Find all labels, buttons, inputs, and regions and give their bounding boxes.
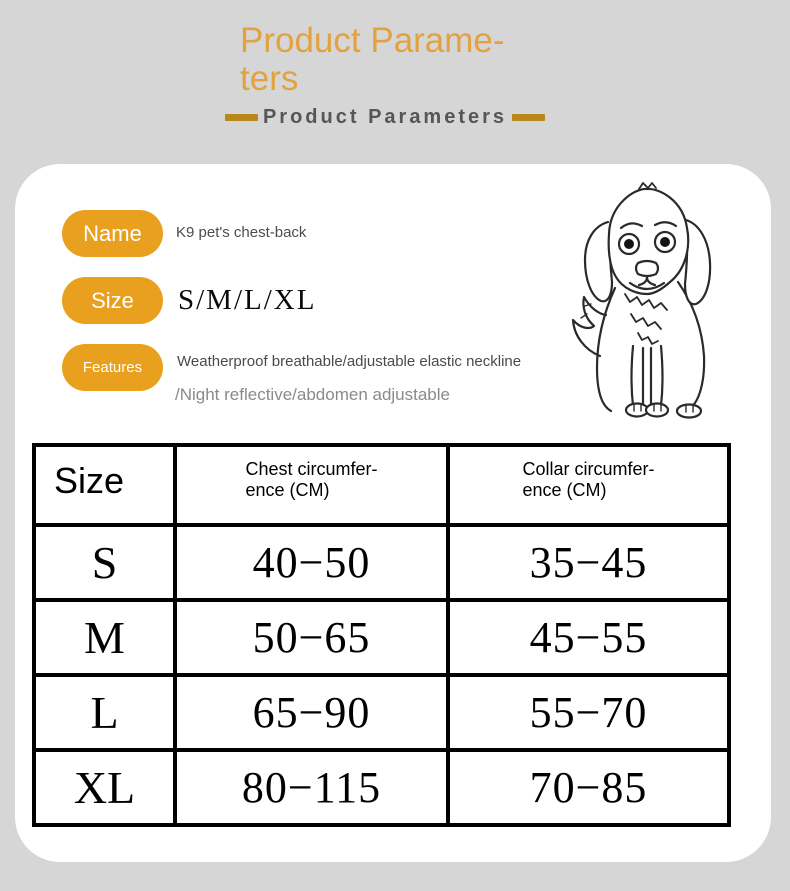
table-header-row: [34, 445, 729, 525]
table-row-xl: [34, 750, 729, 825]
features-badge-label: Features: [82, 359, 143, 376]
section-subtitle: [0, 106, 780, 129]
page-title: [240, 22, 540, 98]
cell-chest: 65−90: [175, 675, 448, 750]
table-row-m: [34, 600, 729, 675]
subtitle-text: Product Parameters: [262, 106, 508, 128]
dash-left-icon: [225, 114, 258, 121]
table-row-l: [34, 675, 729, 750]
features-badge: [62, 344, 163, 391]
size-badge: [62, 277, 163, 324]
puppy-illustration-icon: [563, 178, 733, 430]
spec-card: [15, 164, 771, 862]
size-badge-label: Size: [91, 287, 134, 313]
size-chart-table: [32, 443, 731, 827]
dash-right-icon: [512, 114, 545, 121]
cell-collar: 70−85: [448, 750, 729, 825]
cell-size: M: [34, 600, 175, 675]
header-size: Size: [34, 445, 175, 525]
name-badge: [62, 210, 163, 257]
table-row-s: [34, 525, 729, 600]
cell-collar: 35−45: [448, 525, 729, 600]
header-chest: Chest circumfer- ence (CM): [175, 445, 448, 525]
page-title-line2: ters: [240, 59, 299, 98]
header-collar: Collar circumfer- ence (CM): [448, 445, 729, 525]
cell-size: S: [34, 525, 175, 600]
cell-chest: 50−65: [175, 600, 448, 675]
cell-collar: 45−55: [448, 600, 729, 675]
name-value: K9 pet's chest-back: [176, 224, 307, 241]
page-title-line1: Product Parame-: [240, 21, 505, 60]
features-value-line1: Weatherproof breathable/adjustable elastic neckline: [177, 353, 522, 370]
cell-collar: 55−70: [448, 675, 729, 750]
size-value: S/M/L/XL: [178, 284, 317, 316]
cell-size: XL: [34, 750, 175, 825]
cell-chest: 80−115: [175, 750, 448, 825]
features-value-line2: /Night reflective/abdomen adjustable: [175, 385, 450, 404]
name-badge-label: Name: [83, 220, 142, 246]
cell-chest: 40−50: [175, 525, 448, 600]
cell-size: L: [34, 675, 175, 750]
